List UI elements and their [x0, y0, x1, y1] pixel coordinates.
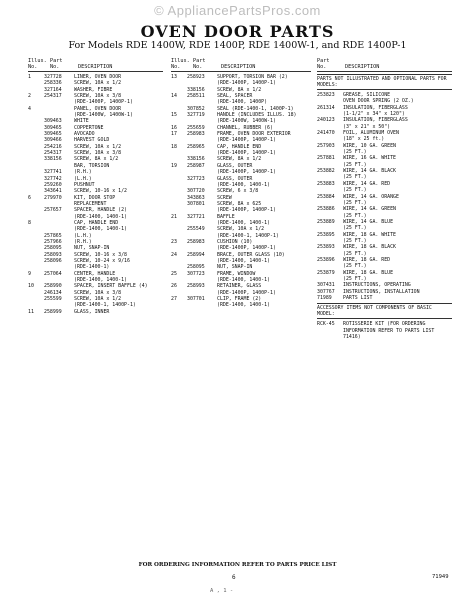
- illus-number: 21: [171, 213, 177, 220]
- part-header: Part: [317, 58, 330, 64]
- part-no-header: No.: [317, 64, 327, 70]
- part-number: 246134: [44, 289, 62, 296]
- illus-number: 18: [171, 143, 177, 150]
- page-subtitle: For Models RDE 1400W, RDE 1400P, RDE 1400W-1, and RDE 1400P-1: [68, 40, 407, 51]
- part-description: SCREW, 10A x 3/8: [74, 93, 122, 100]
- part-number: 253879: [317, 269, 335, 276]
- part-description: (RDE-1400-1): [74, 264, 110, 271]
- part-number: 307852: [187, 105, 205, 112]
- part-description: ROTISSERIE KIT (FOR ORDERING INFORMATION REFER TO PARTS LIST 71416): [343, 321, 435, 341]
- part-description: SCREW, 10A x 1/2: [74, 80, 122, 87]
- part-number: 257903: [317, 142, 335, 149]
- part-description: (RDE-1400-1, 1400P-1): [217, 232, 279, 239]
- parts-row: [317, 295, 452, 301]
- part-number: 338156: [187, 156, 205, 163]
- part-number: 254317: [44, 93, 62, 100]
- description-header: DESCRIPTION: [221, 64, 256, 70]
- part-number: 279970: [44, 194, 62, 201]
- part-description: GLASS, INNER: [74, 308, 110, 315]
- part-description: FRAME, OVEN DOOR EXTERIOR: [217, 131, 291, 138]
- part-number: 343641: [44, 188, 62, 195]
- part-number: 258093: [44, 251, 62, 258]
- description-header: DESCRIPTION: [78, 64, 113, 70]
- part-number: 255549: [187, 226, 205, 233]
- illus-number: 15: [171, 112, 177, 119]
- part-description: INSULATION, FIBERGLASS: [343, 104, 408, 111]
- part-description: CUSHION (10): [217, 238, 253, 245]
- part-description: SCREW: [217, 194, 232, 201]
- part-description: (RDE-1400P, 1400P-1): [217, 245, 276, 252]
- accessory-row: [317, 321, 452, 340]
- part-description: (RDE-1400P, 1400P-1): [217, 137, 276, 144]
- illus-number: 16: [171, 124, 177, 131]
- part-number: 338156: [44, 156, 62, 163]
- illus-header: Illus.: [28, 58, 47, 64]
- accessory-note: ACCESSORY ITEMS NOT COMPONENTS OF BASIC MODEL:: [317, 303, 452, 319]
- part-number: 327721: [187, 213, 205, 220]
- part-number: 258983: [187, 238, 205, 245]
- part-description: (25 FT.): [343, 225, 367, 232]
- part-number: 258965: [187, 143, 205, 150]
- document-code: 71949: [432, 574, 449, 580]
- part-description: FOIL, ALUMINUM OVEN: [343, 130, 399, 137]
- part-description: SCREW, 10-24 x 9/16: [74, 257, 130, 264]
- part-description: (L.H.): [74, 175, 92, 182]
- part-number: 257966: [44, 238, 62, 245]
- part-number: 327719: [187, 112, 205, 119]
- part-description: (RDE-1400P, 1400P-1): [217, 289, 276, 296]
- part-number: 258983: [187, 131, 205, 138]
- part-description: RETAINER, GLASS: [217, 283, 262, 290]
- part-description: (RDE-1400P, 1400P-1): [217, 207, 276, 214]
- part-description: WIRE, 18 GA. BLACK: [343, 244, 396, 251]
- part-description: (25 FT.): [343, 275, 367, 282]
- part-description: SCREW, 10A x 3/8: [74, 289, 122, 296]
- part-number: 253889: [317, 218, 335, 225]
- part-number: 307720: [187, 188, 205, 195]
- illus-number: 9: [28, 270, 31, 277]
- illus-number: 11: [28, 308, 34, 315]
- part-description: INSTRUCTIONS, INSTALLATION: [343, 288, 420, 295]
- part-number: 254216: [44, 143, 62, 150]
- watermark: © AppliancePartsPros.com: [154, 3, 321, 18]
- column-header: [317, 58, 452, 72]
- part-number: 309466: [44, 137, 62, 144]
- illus-number: 13: [171, 74, 177, 80]
- part-description: WIRE, 18 GA. BLUE: [343, 269, 394, 276]
- part-description: SPACER, HANDLE (2): [74, 207, 127, 214]
- part-number: 254317: [44, 150, 62, 157]
- part-description: (RDE-1400P, 1400P-1): [217, 80, 276, 87]
- part-description: SUPPORT, TORSION BAR (2): [217, 74, 288, 80]
- part-description: WIRE, 10 GA. GREEN: [343, 142, 396, 149]
- part-description: (RDE-1400P, 1400P-1): [217, 169, 276, 176]
- illus-number: 23: [171, 238, 177, 245]
- parts-column-3: [317, 58, 452, 340]
- part-number: 307701: [187, 296, 205, 303]
- part-description: INSTRUCTIONS, OPERATING: [343, 282, 411, 289]
- part-description: (RDE-1400W, 1400W-1): [74, 112, 133, 119]
- part-number: 253823: [317, 92, 335, 98]
- not-illustrated-note: PARTS NOT ILLUSTRATED AND OPTIONAL PARTS FOR MODELS:: [317, 74, 452, 90]
- part-number: 255659: [187, 124, 205, 131]
- part-number: 258096: [44, 257, 62, 264]
- ordering-footer: FOR ORDERING INFORMATION REFER TO PARTS PRICE LIST: [138, 562, 337, 568]
- description-header: DESCRIPTION: [345, 64, 380, 70]
- part-description: PARTS LIST: [343, 295, 373, 301]
- part-description: GLASS, OUTER: [217, 175, 253, 182]
- part-description: (25 FT.): [343, 161, 367, 168]
- part-number: 241470: [317, 130, 335, 137]
- illus-number: 27: [171, 296, 177, 303]
- part-description: (RDE-1400, 1400-1): [217, 257, 270, 264]
- part-description: (25 FT.): [343, 199, 367, 206]
- page-title: OVEN DOOR PARTS: [140, 22, 335, 41]
- parts-column-1: [28, 58, 163, 315]
- illus-header: Illus.: [171, 58, 190, 64]
- part-number: 307723: [187, 270, 205, 277]
- illus-number: 6: [28, 194, 31, 201]
- part-number: 327741: [44, 169, 62, 176]
- illus-number: 19: [171, 162, 177, 169]
- part-description: (RDE-1400P, 1400P-1): [74, 99, 133, 106]
- part-description: SEAL, SPACER: [217, 93, 253, 100]
- part-number: 240123: [317, 117, 335, 124]
- part-description: WIRE, 14 GA. RED: [343, 180, 391, 187]
- part-description: (RDE-1400, 1400-1): [74, 226, 127, 233]
- part-description: (RDE-1400, 1400-1): [217, 277, 270, 283]
- part-description: WIRE, 14 GA. BLUE: [343, 218, 394, 225]
- part-description: INSULATION, FIBERGLASS: [343, 117, 408, 124]
- part-number: 258336: [44, 80, 62, 87]
- part-number: 259260: [44, 181, 62, 188]
- part-number: RCK-45: [317, 321, 335, 328]
- part-description: HARVEST GOLD: [74, 137, 110, 144]
- part-description: COPPERTONE: [74, 124, 104, 131]
- illus-number: 1: [28, 74, 31, 80]
- part-description: (RDE-1400-1, 1400P-1): [74, 302, 136, 309]
- illus-number: 17: [171, 131, 177, 138]
- part-description: GREASE, SILICONE: [343, 92, 391, 98]
- part-number: 257865: [44, 232, 62, 239]
- part-description: (RDE-1400, 1400P): [217, 99, 268, 106]
- part-number: 71989: [317, 295, 332, 301]
- part-number: 253893: [317, 244, 335, 251]
- part-description: SEAL (RDE-1400-1, 1400P-1): [217, 105, 294, 112]
- part-number: 309465: [44, 131, 62, 138]
- part-number: 338156: [187, 86, 205, 93]
- part-description: SCREW, 8A x 1/2: [217, 86, 262, 93]
- part-header: Part: [193, 58, 206, 64]
- part-description: KIT, DOOR STOP: [74, 194, 116, 201]
- part-description: BRACE, OUTER GLASS (10): [217, 251, 285, 258]
- part-description: SCREW, 8A x 1/2: [217, 156, 262, 163]
- part-description: (3" x 21" x 50"): [343, 123, 391, 130]
- part-description: (25 FT.): [343, 250, 367, 257]
- part-description: (25 FT.): [343, 149, 367, 156]
- part-no-header: No.: [50, 64, 60, 70]
- part-number: 327164: [44, 86, 62, 93]
- part-number: 253886: [317, 206, 335, 213]
- parts-row: [171, 302, 311, 308]
- illus-number: 25: [171, 270, 177, 277]
- illus-number: 8: [28, 219, 31, 226]
- no-header: No.: [28, 64, 38, 70]
- part-description: (RDE-1400W, 1400W-1): [217, 118, 276, 125]
- part-description: SCREW, 10-16 x 3/8: [74, 251, 127, 258]
- part-description: WIRE, 14 GA. GREEN: [343, 206, 396, 213]
- part-description: (25 FT.): [343, 187, 367, 194]
- part-description: SCREW, 10A x 3/8: [74, 150, 122, 157]
- no-header: No.: [171, 64, 181, 70]
- part-number: 261314: [317, 104, 335, 111]
- part-description: WASHER, FIBRE: [74, 86, 113, 93]
- part-number: 307801: [187, 200, 205, 207]
- part-number: 258987: [187, 162, 205, 169]
- part-number: 258095: [44, 245, 62, 252]
- part-description: BAR, TORSION: [74, 162, 110, 169]
- part-description: (RDE-1400, 1400-1): [217, 219, 270, 226]
- part-description: (L.H.): [74, 232, 92, 239]
- part-description: SCREW, 10A x 1/2: [217, 226, 265, 233]
- part-number: 253895: [317, 231, 335, 238]
- part-description: LINER, OVEN DOOR: [74, 74, 122, 80]
- part-description: OVEN DOOR SPRING (2 OZ.): [343, 98, 414, 105]
- part-description: FRAME, WINDOW: [217, 270, 256, 277]
- part-description: (RDE-1400, 1400-1): [74, 277, 127, 283]
- part-description: (RDE-1400P, 1400P-1): [217, 150, 276, 157]
- part-description: HANDLE (INCLUDES ILLUS. 18): [217, 112, 297, 119]
- part-description: CHANNEL, RUBBER (6): [217, 124, 273, 131]
- part-description: SCREW, 10A x 1/2: [74, 143, 122, 150]
- part-number: 253896: [317, 256, 335, 263]
- part-description: SCREW, 10-16 x 1/2: [74, 188, 127, 195]
- column-header: [171, 58, 311, 72]
- part-description: AVOCADO: [74, 131, 95, 138]
- illus-number: 4: [28, 105, 31, 112]
- part-number: 257657: [44, 207, 62, 214]
- part-description: CENTER, HANDLE: [74, 270, 116, 277]
- part-number: 253882: [317, 168, 335, 175]
- part-description: WIRE, 14 GA. ORANGE: [343, 193, 399, 200]
- part-number: 327723: [187, 175, 205, 182]
- part-description: WIRE, 16 GA. WHITE: [343, 155, 396, 162]
- part-number: 343863: [187, 194, 205, 201]
- part-description: (1-1/2" x 34" x 120"): [343, 111, 405, 118]
- part-number: 327742: [44, 175, 62, 182]
- part-description: (25 FT.): [343, 237, 367, 244]
- part-number: 258990: [44, 283, 62, 290]
- illus-number: 26: [171, 283, 177, 290]
- part-header: Part: [50, 58, 63, 64]
- handwritten-mark: A , 1 -: [210, 588, 234, 594]
- illus-number: 14: [171, 93, 177, 100]
- illus-number: 24: [171, 251, 177, 258]
- parts-column-2: [171, 58, 311, 309]
- part-description: PUSHNUT: [74, 181, 95, 188]
- parts-row: [28, 309, 163, 315]
- part-description: (RDE-1400, 1400-1): [74, 213, 127, 220]
- part-description: (25 FT.): [343, 212, 367, 219]
- part-number: 309465: [44, 124, 62, 131]
- part-description: NUT, SNAP-IN: [217, 264, 253, 271]
- illus-number: 10: [28, 283, 34, 290]
- part-description: CLIP, FRAME (2): [217, 296, 262, 303]
- part-description: (RDE-1400, 1400-1): [217, 181, 270, 188]
- part-description: SCREW, 6 x 3/8: [217, 188, 259, 195]
- part-number: 257064: [44, 270, 62, 277]
- part-number: 307767: [317, 288, 335, 295]
- part-description: (RDE-1400, 1400-1): [217, 302, 270, 309]
- part-description: PANEL, OVEN DOOR: [74, 105, 122, 112]
- part-description: REPLACEMENT: [74, 200, 107, 207]
- part-description: SCREW, 10A x 1/2: [74, 296, 122, 303]
- part-description: WHITE: [74, 118, 89, 125]
- part-number: 309463: [44, 118, 62, 125]
- part-number: 307431: [317, 282, 335, 289]
- part-description: (R.H.): [74, 169, 92, 176]
- part-description: (25 FT.): [343, 263, 367, 270]
- part-number: 258095: [187, 264, 205, 271]
- part-description: NUT, SNAP-IN: [74, 245, 110, 252]
- part-number: 258999: [44, 308, 62, 315]
- part-description: CAP, HANDLE END: [74, 219, 119, 226]
- part-number: 258923: [187, 74, 205, 80]
- part-number: 257881: [317, 155, 335, 162]
- column-header: [28, 58, 163, 72]
- part-description: (25 FT.): [343, 174, 367, 181]
- part-description: (R.H.): [74, 238, 92, 245]
- part-description: WIRE, 18 GA. WHITE: [343, 231, 396, 238]
- part-number: 253883: [317, 180, 335, 187]
- part-description: SCREW, 8A x 625: [217, 200, 262, 207]
- part-number: 258993: [187, 283, 205, 290]
- part-description: BAFFLE: [217, 213, 235, 220]
- part-number: 327728: [44, 74, 62, 80]
- part-number: 253884: [317, 193, 335, 200]
- part-description: SCREW, 8A x 1/2: [74, 156, 119, 163]
- part-no-header: No.: [193, 64, 203, 70]
- part-number: 258511: [187, 93, 205, 100]
- part-number: 255599: [44, 296, 62, 303]
- part-description: (18" x 25 ft.): [343, 136, 385, 143]
- part-description: WIRE, 14 GA. BLACK: [343, 168, 396, 175]
- part-description: SPACER, INSERT BAFFLE (4): [74, 283, 148, 290]
- part-number: 258994: [187, 251, 205, 258]
- part-description: CAP, HANDLE END: [217, 143, 262, 150]
- part-description: GLASS, OUTER: [217, 162, 253, 169]
- page-number: 6: [232, 574, 236, 581]
- illus-number: 2: [28, 93, 31, 100]
- part-description: WIRE, 18 GA. RED: [343, 256, 391, 263]
